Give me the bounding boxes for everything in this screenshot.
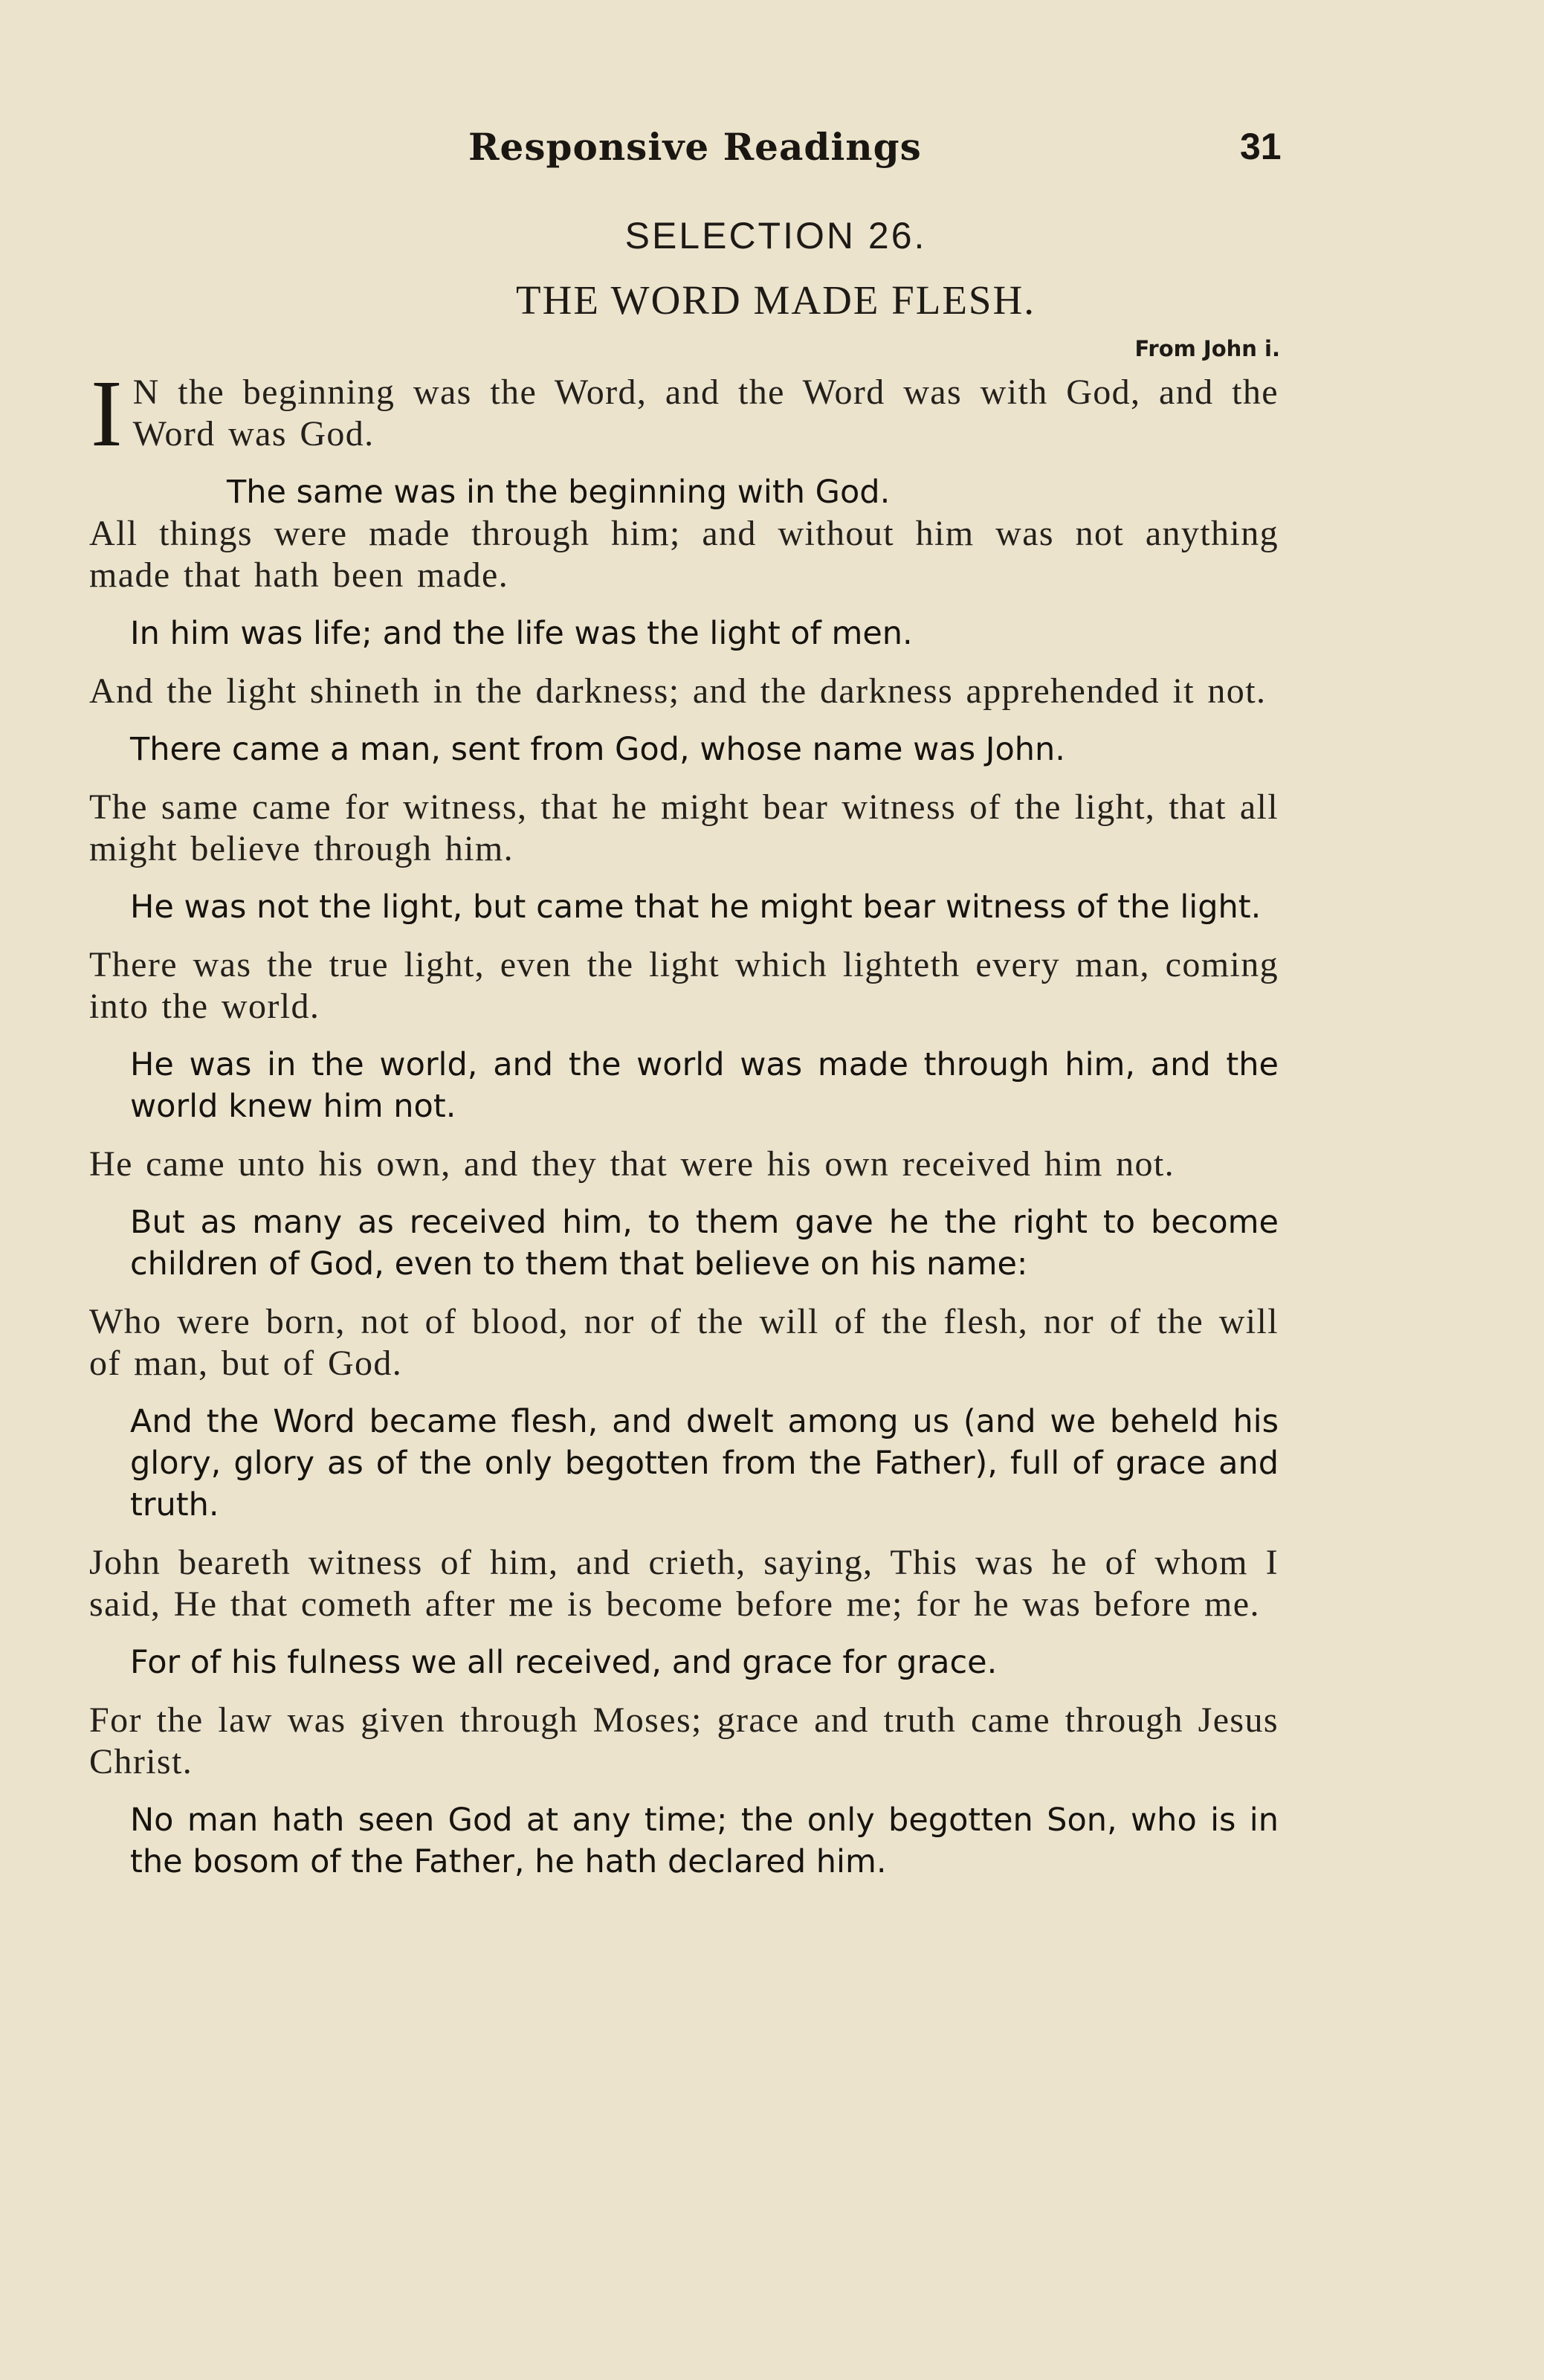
verse-minister: There was the true light, even the light which lighteth every man, coming into the world.: [89, 945, 1279, 1026]
verse-minister: And the light shineth in the darkness; and the darkness apprehended it not.: [89, 671, 1267, 711]
verse-minister: For the law was given through Moses; grace and truth came through Jesus Christ.: [89, 1700, 1279, 1781]
verse-minister: The same came for witness, that he might bear witness of the light, that all might believe through him.: [89, 787, 1279, 868]
drop-cap: I: [91, 361, 123, 466]
reading-title: THE WORD MADE FLESH.: [516, 277, 1036, 323]
responsive-reading: [89, 361, 1279, 1883]
scripture-source: From John i.: [1134, 336, 1280, 361]
verse-people: But as many as received him, to them gave he the right to become children of God, even to them that believe on his name:: [130, 1204, 1279, 1283]
running-header: [0, 125, 1544, 177]
verse-minister: John beareth witness of him, and crieth, saying, This was he of whom I said, He that cometh after me is become before me; for he was before me.: [89, 1543, 1279, 1624]
verse-text: N the beginning was the Word, and the Word was with God, and the Word was God.: [132, 373, 1279, 454]
verse-people: He was not the light, but came that he might bear witness of the light.: [130, 889, 1262, 926]
running-title: Responsive Readings: [468, 125, 922, 169]
section-label: SELECTION 26.: [624, 215, 927, 257]
verse-minister: [89, 361, 1279, 466]
verse-people: There came a man, sent from God, whose name was John.: [130, 731, 1065, 768]
verse-minister: All things were made through him; and without him was not anything made that hath been made.: [89, 514, 1279, 595]
verse-people: No man hath seen God at any time; the only begotten Son, who is in the bosom of the Father, he hath declared him.: [130, 1802, 1279, 1880]
verse-people: And the Word became flesh, and dwelt among us (and we beheld his glory, glory as of the only begotten from the Father), full of grace and truth.: [130, 1403, 1279, 1523]
verse-minister: Who were born, not of blood, nor of the will of the flesh, nor of the will of man, but of God.: [89, 1302, 1279, 1383]
verse-minister: He came unto his own, and they that were his own received him not.: [89, 1144, 1175, 1184]
verse-people: In him was life; and the life was the light of men.: [130, 615, 913, 652]
verse-people: The same was in the beginning with God.: [227, 474, 891, 511]
verse-people: He was in the world, and the world was made through him, and the world knew him not.: [130, 1046, 1279, 1125]
page-number: 31: [1240, 126, 1282, 167]
verse-people: For of his fulness we all received, and grace for grace.: [130, 1644, 998, 1681]
